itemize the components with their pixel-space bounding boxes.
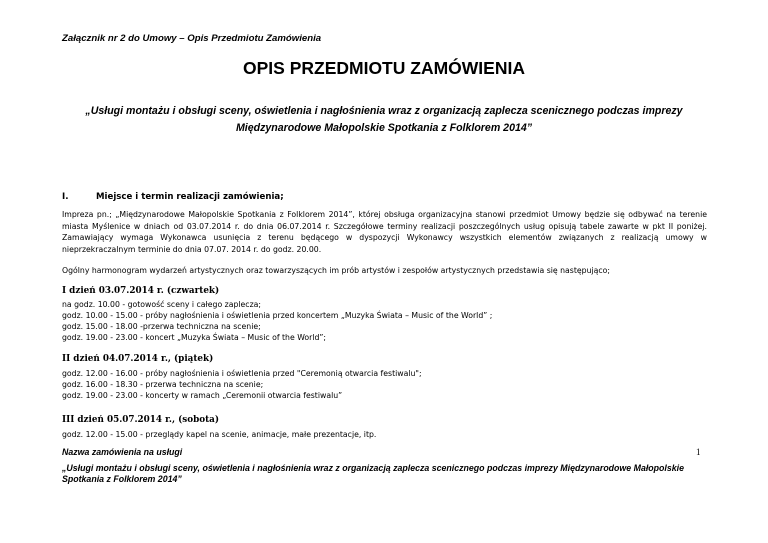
section-number: I. bbox=[62, 192, 69, 202]
section-paragraph: Impreza pn.; „Międzynarodowe Małopolskie Spotkania z Folklorem 2014”, której obsługa organizacyjna stanowi przedmiot Umowy będzie się odbywać na terenie miasta Myślenice w dniach od 03.07.2014 r. do dnia 06.07.2014 r. Szczegółowe terminy realizacji poszczególnych usług opisują tabele zawarte w pkt II poniżej. Zamawiający wymaga Wykonawca usunięcia z terenu będącego w dyspozycji Wykonawcy wszystkich elementów związanych z realizacją umowy w nieprzekraczalnym terminie do dnia 07.07. 2014 r. do godz. 20.00. bbox=[62, 210, 707, 254]
footer-order-name-label: Nazwa zamówienia na usługi bbox=[62, 447, 183, 457]
schedule-item: godz. 16.00 - 18.30 - przerwa techniczna na scenie; bbox=[62, 380, 264, 389]
schedule-item: na godz. 10.00 - gotowość sceny i całego zaplecza; bbox=[62, 300, 261, 309]
document-subject: „Usługi montażu i obsługi sceny, oświetlenia i nagłośnienia wraz z organizacją zaplecza scenicznego podczas imprezy Międzynarodowe Małopolskie Spotkania z Folklorem 2014” bbox=[85, 105, 683, 134]
schedule-item: godz. 12.00 - 15.00 - przeglądy kapel na scenie, animacje, małe prezentacje, itp. bbox=[62, 430, 377, 439]
page-number: 1 bbox=[696, 447, 701, 457]
day-heading: III dzień 05.07.2014 r., (sobota) bbox=[62, 415, 220, 425]
day-heading: II dzień 04.07.2014 r., (piątek) bbox=[62, 354, 214, 364]
schedule-item: godz. 15.00 - 18.00 -przerwa techniczna na scenie; bbox=[62, 322, 261, 331]
schedule-item: godz. 19.00 - 23.00 - koncerty w ramach „Ceremonii otwarcia festiwalu” bbox=[62, 391, 343, 400]
footer-subject: „Usługi montażu i obsługi sceny, oświetlenia i nagłośnienia wraz z organizacją zaplecza scenicznego podczas imprezy Międzynarodowe Małopolskie Spotkania z Folklorem 2014” bbox=[62, 463, 684, 484]
day-heading: I dzień 03.07.2014 r. (czwartek) bbox=[62, 286, 220, 296]
schedule-item: godz. 19.00 - 23.00 - koncert „Muzyka Świata – Music of the World”; bbox=[62, 333, 327, 342]
schedule-intro: Ogólny harmonogram wydarzeń artystycznych oraz towarzyszących im prób artystów i zespołów artystycznych przedstawia się następująco; bbox=[62, 266, 610, 275]
section-title: Miejsce i termin realizacji zamówienia; bbox=[96, 192, 284, 202]
header-note: Załącznik nr 2 do Umowy – Opis Przedmiotu Zamówienia bbox=[62, 33, 322, 44]
schedule-item: godz. 12.00 - 16.00 - próby nagłośnienia i oświetlenia przed "Ceremonią otwarcia festiwalu"; bbox=[62, 369, 422, 378]
schedule-item: godz. 10.00 - 15.00 - próby nagłośnienia i oświetlenia przed koncertem „Muzyka Świata – Music of the World” ; bbox=[62, 311, 493, 320]
document-title: OPIS PRZEDMIOTU ZAMÓWIENIA bbox=[243, 58, 525, 78]
